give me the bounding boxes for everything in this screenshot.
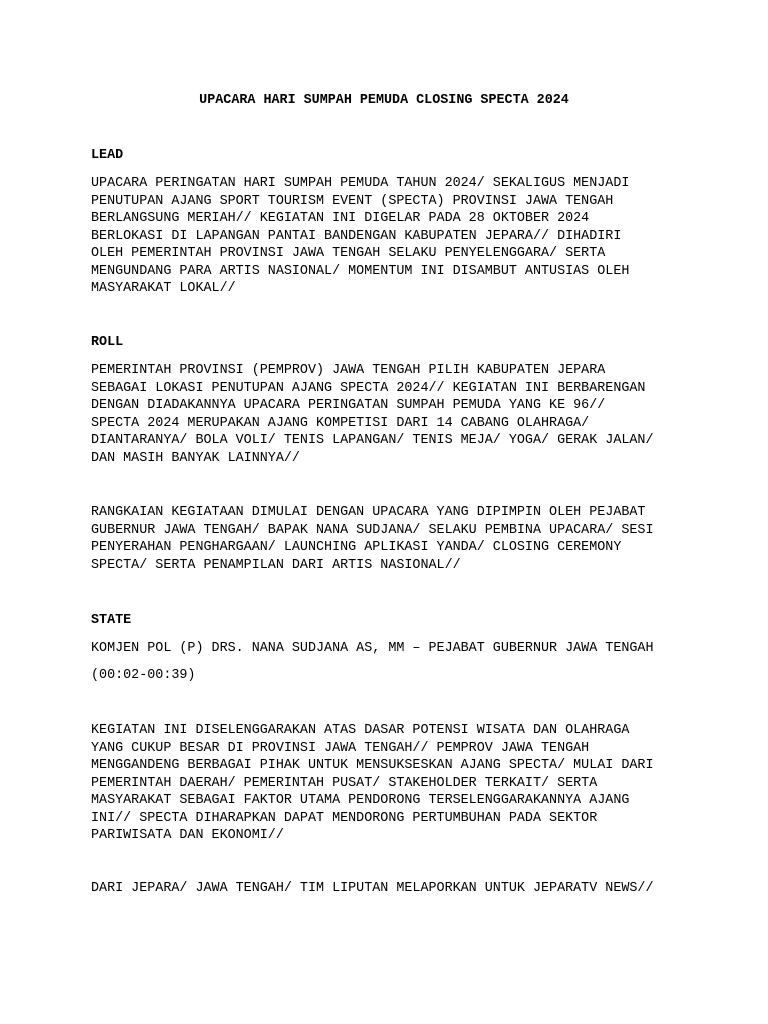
paragraph-line: RANGKAIAN KEGIATAAN DIMULAI DENGAN UPACARA YANG DIPIMPIN OLEH PEJABAT — [91, 505, 646, 520]
paragraph-line: BERLANGSUNG MERIAH// KEGIATAN INI DIGELAR PADA 28 OKTOBER 2024 — [91, 211, 590, 226]
paragraph-line: YANG CUKUP BESAR DI PROVINSI JAWA TENGAH// PEMPROV JAWA TENGAH — [91, 740, 590, 756]
section-heading-lead: LEAD — [91, 148, 124, 163]
paragraph-line: UPACARA PERINGATAN HARI SUMPAH PEMUDA TAHUN 2024/ SEKALIGUS MENJADI — [91, 176, 630, 191]
paragraph-line: MENGUNDANG PARA ARTIS NASIONAL/ MOMENTUM INI DISAMBUT ANTUSIAS OLEH — [91, 263, 630, 279]
lead-paragraph — [91, 175, 691, 298]
paragraph-line: OLEH PEMERINTAH PROVINSI JAWA TENGAH SELAKU PENYELENGGARA/ SERTA — [91, 246, 606, 261]
state-paragraph — [91, 722, 691, 845]
paragraph-line: PENYERAHAN PENGHARGAAN/ LAUNCHING APLIKASI YANDA/ CLOSING CEREMONY — [91, 540, 622, 555]
paragraph-line: BERLOKASI DI LAPANGAN PANTAI BANDENGAN KABUPATEN JEPARA// DIHADIRI — [91, 228, 622, 244]
paragraph-line: DAN MASIH BANYAK LAINNYA// — [91, 450, 300, 466]
paragraph-line: PEMERINTAH DAERAH/ PEMERINTAH PUSAT/ STAKEHOLDER TERKAIT/ SERTA — [91, 775, 598, 791]
paragraph-line: SPECTA/ SERTA PENAMPILAN DARI ARTIS NASIONAL// — [91, 557, 461, 573]
paragraph-line: PENUTUPAN AJANG SPORT TOURISM EVENT (SPECTA) PROVINSI JAWA TENGAH — [91, 193, 614, 209]
paragraph-line: SEBAGAI LOKASI PENUTUPAN AJANG SPECTA 2024// KEGIATAN INI BERBARENGAN — [91, 380, 646, 396]
paragraph-line: PARIWISATA DAN EKONOMI// — [91, 828, 284, 843]
roll-paragraph-1 — [91, 362, 691, 467]
paragraph-line: DIANTARANYA/ BOLA VOLI/ TENIS LAPANGAN/ TENIS MEJA/ YOGA/ GERAK JALAN/ — [91, 433, 654, 448]
paragraph-line: PEMERINTAH PROVINSI (PEMPROV) JAWA TENGAH PILIH KABUPATEN JEPARA — [91, 363, 606, 378]
paragraph-line: KEGIATAN INI DISELENGGARAKAN ATAS DASAR POTENSI WISATA DAN OLAHRAGA — [91, 723, 630, 738]
paragraph-line: SPECTA 2024 MERUPAKAN AJANG KOMPETISI DARI 14 CABANG OLAHRAGA/ — [91, 415, 590, 431]
paragraph-line: DENGAN DIADAKANNYA UPACARA PERINGATAN SUMPAH PEMUDA YANG KE 96// — [91, 398, 606, 413]
closing-line: DARI JEPARA/ JAWA TENGAH/ TIM LIPUTAN MELAPORKAN UNTUK JEPARATV NEWS// — [91, 881, 654, 896]
timecode: (00:02-00:39) — [91, 668, 196, 683]
paragraph-line: MENGGANDENG BERBAGAI PIHAK UNTUK MENSUKSESKAN AJANG SPECTA/ MULAI DARI — [91, 758, 654, 773]
section-heading-state: STATE — [91, 613, 132, 628]
paragraph-line: INI// SPECTA DIHARAPKAN DAPAT MENDORONG PERTUMBUHAN PADA SEKTOR — [91, 810, 598, 826]
paragraph-line: MASYARAKAT SEBAGAI FAKTOR UTAMA PENDORONG TERSELENGGARAKANNYA AJANG — [91, 793, 630, 808]
roll-paragraph-2 — [91, 504, 691, 574]
section-heading-roll: ROLL — [91, 335, 124, 350]
document-title: UPACARA HARI SUMPAH PEMUDA CLOSING SPECTA 2024 — [199, 93, 569, 108]
paragraph-line: MASYARAKAT LOKAL// — [91, 281, 236, 296]
paragraph-line: GUBERNUR JAWA TENGAH/ BAPAK NANA SUDJANA/ SELAKU PEMBINA UPACARA/ SESI — [91, 522, 654, 538]
speaker-line: KOMJEN POL (P) DRS. NANA SUDJANA AS, MM – PEJABAT GUBERNUR JAWA TENGAH — [91, 641, 654, 656]
